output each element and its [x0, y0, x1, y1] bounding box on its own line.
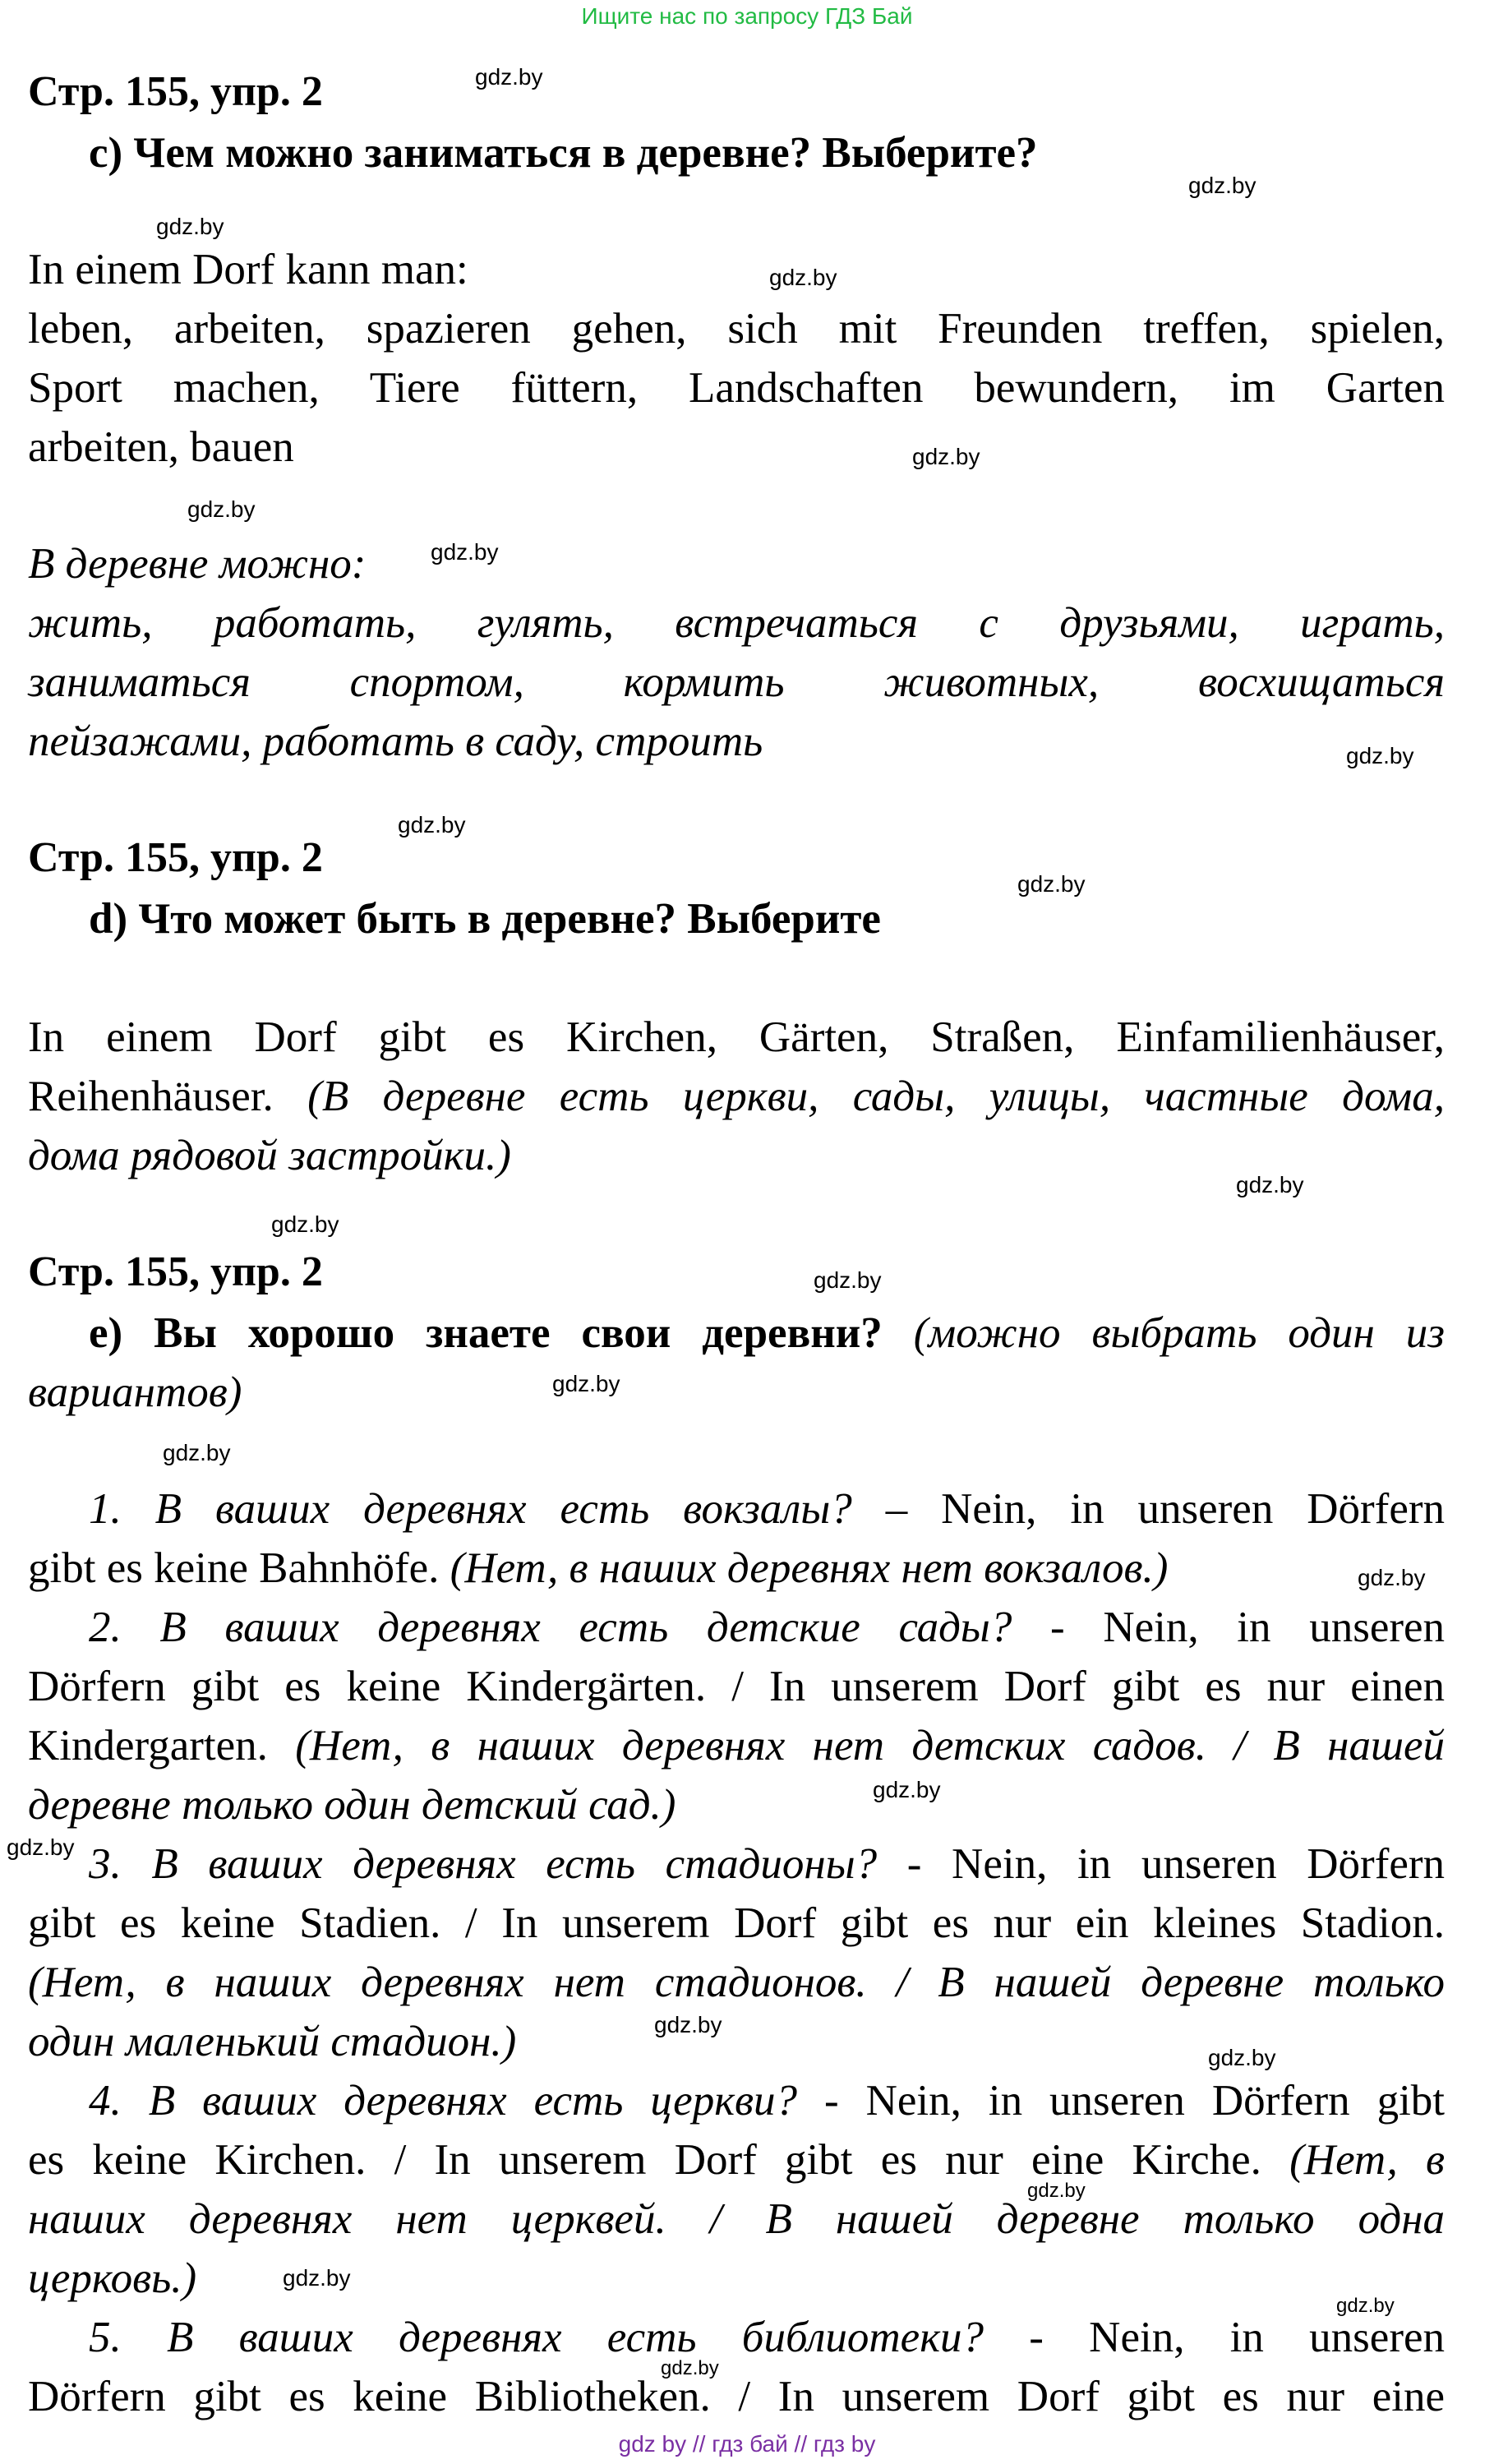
item-4-translation: (Нет, в [1289, 2136, 1445, 2184]
item-2-line-3 [28, 1721, 1445, 1770]
watermark: gdz.by [1017, 871, 1086, 897]
watermark: gdz.by [1336, 2295, 1395, 2317]
watermark: gdz.by [1027, 2180, 1086, 2202]
item-1-answer: Nein, in unseren Dörfern [941, 1485, 1446, 1533]
watermark: gdz.by [1346, 743, 1414, 768]
watermark: gdz.by [475, 64, 543, 90]
item-2-translation: (Нет, в наших деревнях нет детских садов. / В нашей [295, 1722, 1446, 1770]
section-c-ru-line-2: заниматься спортом, кормить животных, восхищаться [28, 658, 1445, 706]
item-2-line-2: Dörfern gibt es keine Kindergärten. / In unserem Dorf gibt es nur einen [28, 1663, 1445, 1710]
item-2-line-1 [28, 1603, 1445, 1652]
watermark: gdz.by [187, 496, 256, 522]
section-c-question: c) Чем можно заниматься в деревне? Выберите? [89, 129, 1038, 177]
section-e-title: Стр. 155, упр. 2 [28, 1248, 323, 1295]
item-4-answer-2: es keine Kirchen. / In unserem Dorf gibt es nur eine Kirche. [28, 2136, 1261, 2184]
watermark: gdz.by [552, 1371, 620, 1396]
watermark: gdz.by [769, 265, 837, 290]
item-1-line-1 [28, 1484, 1445, 1534]
section-d-line-2-ru: (В деревне есть церкви, сады, улицы, частные дома, [307, 1073, 1446, 1120]
section-c-de-line-3: arbeiten, bauen [28, 423, 294, 471]
section-d-line-1: In einem Dorf gibt es Kirchen, Gärten, Straßen, Einfamilienhäuser, [28, 1013, 1445, 1061]
section-e-question-text: e) Вы хорошо знаете свои деревни? [89, 1309, 883, 1357]
item-5-line-1 [28, 2313, 1445, 2362]
watermark: gdz.by [431, 539, 499, 565]
item-1-question: 1. В ваших деревнях есть вокзалы? – [89, 1485, 908, 1533]
watermark: gdz.by [398, 812, 466, 837]
section-d-line-3: дома рядовой застройки.) [28, 1132, 511, 1179]
item-3-question: 3. В ваших деревнях есть стадионы? [89, 1840, 878, 1888]
item-3-line-1 [28, 1839, 1445, 1889]
section-c-title: Стр. 155, упр. 2 [28, 68, 323, 115]
item-5-question: 5. В ваших деревнях есть библиотеки? [89, 2314, 984, 2361]
watermark: gdz.by [1208, 2045, 1276, 2070]
top-search-banner[interactable]: Ищите нас по запросу ГДЗ Бай [581, 3, 913, 29]
watermark: gdz.by [1236, 1172, 1304, 1197]
watermark: gdz.by [873, 1777, 941, 1802]
section-d-title: Стр. 155, упр. 2 [28, 834, 323, 881]
item-1-answer-2: gibt es keine Bahnhöfe. [28, 1544, 440, 1592]
watermark: gdz.by [654, 2012, 722, 2037]
watermark: gdz.by [163, 1440, 231, 1465]
item-4-line-2 [28, 2135, 1445, 2185]
watermark: gdz.by [271, 1211, 339, 1237]
watermark: gdz.by [814, 1267, 882, 1293]
item-4-line-4: церковь.) [28, 2254, 197, 2302]
item-4-answer: - Nein, in unseren Dörfern gibt [824, 2077, 1446, 2125]
section-c-ru-line-1: жить, работать, гулять, встречаться с друзьями, играть, [28, 599, 1445, 647]
item-1-translation: (Нет, в наших деревнях нет вокзалов.) [450, 1544, 1169, 1592]
watermark: gdz.by [1188, 173, 1257, 198]
watermark: gdz.by [283, 2265, 351, 2291]
item-3-answer: - Nein, in unseren Dörfern [906, 1840, 1446, 1888]
watermark: gdz.by [1358, 1565, 1426, 1590]
item-2-answer-3: Kindergarten. [28, 1722, 268, 1770]
item-2-answer: - Nein, in unseren [1050, 1603, 1446, 1651]
section-d-question: d) Что может быть в деревне? Выберите [89, 895, 881, 943]
watermark: gdz.by [912, 444, 980, 469]
item-5-line-2: Dörfern gibt es keine Bibliotheken. / In unserem Dorf gibt es nur eine [28, 2373, 1445, 2420]
watermark: gdz.by [661, 2357, 719, 2379]
item-3-line-3: (Нет, в наших деревнях нет стадионов. / В нашей деревне только [28, 1959, 1445, 2006]
item-1-line-2 [28, 1543, 1445, 1593]
section-c-de-intro: In einem Dorf kann man: [28, 246, 468, 293]
section-e-question-note-2: вариантов) [28, 1368, 242, 1416]
section-c-de-line-1: leben, arbeiten, spazieren gehen, sich mit Freunden treffen, spielen, [28, 305, 1445, 353]
section-d-line-2-de: Reihenhäuser. [28, 1073, 274, 1120]
watermark: gdz.by [156, 214, 224, 239]
bottom-site-links[interactable]: gdz by // гдз бай // гдз by [618, 2431, 876, 2457]
item-2-line-4: деревне только один детский сад.) [28, 1781, 676, 1829]
section-e-question-note: (можно выбрать один из [913, 1309, 1445, 1357]
section-c-ru-line-3: пейзажами, работать в саду, строить [28, 718, 763, 765]
item-3-line-2: gibt es keine Stadien. / In unserem Dorf gibt es nur ein kleines Stadion. [28, 1899, 1445, 1947]
item-4-line-3: наших деревнях нет церквей. / В нашей деревне только одна [28, 2195, 1445, 2243]
item-5-answer: - Nein, in unseren [1029, 2314, 1446, 2361]
item-4-question: 4. В ваших деревнях есть церкви? [89, 2077, 798, 2125]
watermark: gdz.by [7, 1834, 75, 1860]
item-3-line-4: один маленький стадион.) [28, 2018, 517, 2065]
section-e-question [89, 1308, 1445, 1358]
section-c-ru-intro: В деревне можно: [28, 540, 367, 588]
section-c-de-line-2: Sport machen, Tiere füttern, Landschaften bewundern, im Garten [28, 364, 1445, 412]
section-d-line-2 [28, 1072, 1445, 1121]
item-2-question: 2. В ваших деревнях есть детские сады? [89, 1603, 1012, 1651]
item-4-line-1 [28, 2076, 1445, 2125]
